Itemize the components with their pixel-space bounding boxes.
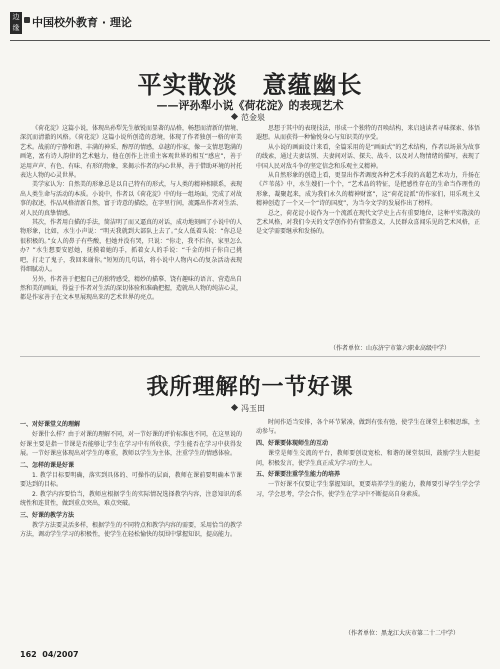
journal-title: 中国校外教育 · 理论	[32, 16, 132, 29]
body-paragraph: 从小说的画面设计来看，全篇采用的是“画面式”的艺术结构，作者以场景为故事的线索，通过夫妻话别、夫妻间对话、探夫、战斗、以及对人物情绪的描写，表现了中国人民对敌斗争的坚定信念和乐观主义精神。	[256, 143, 480, 170]
body-paragraph: 《荷花淀》这篇小说，体现出孙犁先生敏锐而显著的品格，畅想而清新的情境、深沉而清澈的风格。《荷花淀》这篇小说所创造的意境，体现了作者独创一格的审美艺术。战前的宁静和谐、丰满的神采、醇厚的情感，卓越的作家，像一支情思饱满的画笔，富有诗人韵律的艺术魅力，他在创作上注重主客观世界的相互“感应”，善于运用声声、有色、有味、有形的物象，来揭示作者的内心世界，善于借助环境的衬托表达人物的心灵世界。	[20, 125, 242, 180]
body-paragraph: 美学家认为：自然美的形象总是以自己特有的形式，与人类的精神相联系，表现出人类生命与活动的本质。小说中，作者以《荷花淀》中的每一组场面，完成了对故事的叙述，作品风格清新自然，富于诗意的描绘，在字里行间，流露出作者对生活、对人民的真挚情感。	[20, 181, 242, 217]
article1-credit: （作者单位：山东济宁市第六职业高级中学）	[330, 345, 451, 352]
body-paragraph: 思想于其中的表现技法，形成一个独特的召唤结构，来启迪读者寻味探索、体悟遐想。从而获得一种愉悦身心与知识美的享受。	[256, 125, 480, 142]
body-paragraph: 2. 教学内容要恰当，教师应根据学生的实际情况选择教学内容，注意知识的系统性和连贯性，做到重点突出，难点突破。	[20, 490, 242, 508]
section-heading: 二、怎样的课是好课	[20, 461, 75, 469]
header-rule	[10, 40, 490, 41]
body-paragraph: 课堂是师生交流的平台，教师要创设宽松、和谐的课堂氛围，鼓励学生大胆提问，积极发言，使学生真正成为学习的主人。	[256, 450, 480, 467]
article1-title: 平实散淡 意蕴幽长	[137, 70, 363, 99]
page-header	[10, 8, 490, 36]
body-paragraph: 1. 教学目标要明确，落实到具体的、可操作的层面，教师在课前要明确本节课要达到的目标。	[20, 472, 242, 489]
body-paragraph: 从自然形象的创造上看，更显出作者调度各种艺术手段的高超艺术功力，升扬在《芦苇荡》中，水生嫂们一个个，“艺术品的特征，是把感性存在的生命当作理性的形象，凝聚起来，成为我们永久的精神财富”，这“荷花淀派”的作家们，用乐观主义精神创造了一个又一个“诗的国度”，为当今文学的发展作出了榜样。	[256, 172, 480, 208]
article-divider	[20, 356, 480, 357]
article1-author	[232, 112, 265, 123]
article2-right-column	[256, 418, 480, 624]
diamond-icon	[231, 404, 238, 411]
section-heading: 五、好课要注重学生能力的培养	[256, 471, 341, 479]
article2-credit: （作者单位：黑龙江大庆市第二十二中学）	[345, 630, 460, 637]
article2-author	[232, 403, 265, 414]
page-number: 162	[20, 650, 37, 659]
body-paragraph: 总之，荷花淀小说作为一个流派在现代文学史上占有重要地位，这种平实散淡的艺术风格，对我们今天的文学创作仍有借鉴意义，人民群众喜闻乐见的艺术风格，正是文学需要继承和发扬的。	[256, 209, 480, 236]
page-footer	[20, 650, 79, 659]
section-heading: 一、对好课堂义的理解	[20, 421, 81, 428]
body-paragraph: 其次，作者用白描的手法，简洁明了而又逼真的对话，成功地刻画了小说中的人物形象，比如，水生小声说：“明天我就到大部队上去了。”女人低着头说：“你总是很积极的。”女人的鼻子有些酸，但她并没有哭，只说：“你走，我不拦你，家里怎么办？”水生想要安慰她，抚摸着她的手，抓着女人的手说：“千金的担子你自己挑吧，打走了鬼子，我回来谢你。”短短的几句话，将小说中人物内心的复杂活动表现得细腻动人。	[20, 219, 242, 274]
body-paragraph: 一节好课不仅要让学生掌握知识，更要培养学生的能力，教师要引导学生学会学习，学会思考，学会合作，使学生在学习中不断提高自身素质。	[256, 481, 480, 498]
section-tag: 边缘	[10, 12, 22, 34]
body-paragraph: 教学方法要灵活多样，根据学生的不同特点和教学内容的需要，采用恰当的教学方法，调动学生学习的积极性，使学生在轻松愉快的氛围中掌握知识，提高能力。	[20, 522, 242, 539]
body-paragraph: 时间作适当安排，各个环节紧凑，做到有张有弛，使学生在课堂上积极思维，主动参与。	[256, 419, 480, 436]
diamond-icon	[231, 113, 238, 120]
article1-subtitle: ——评孙犁小说《荷花淀》的表现艺术	[156, 99, 344, 112]
article2-title: 我所理解的一节好课	[146, 374, 354, 400]
body-paragraph: 好课什么样？由于对课的理解不同，对一节好课的评价标准也不同，在这里说的好课主要是指一节课是否能够让学生在学习中有所收获，学生能否在学习中获得发展。一节好课应体现出对学生的尊重，教师以学生为主体，注重学生的情感体验。	[20, 431, 242, 458]
article2-left-column	[20, 418, 242, 638]
square-bullet-icon	[24, 17, 30, 23]
article1-right-column	[256, 124, 480, 342]
author-name: 范金泉	[241, 113, 265, 122]
author-name: 冯玉田	[241, 404, 265, 413]
section-heading: 四、好课要体现师生的互动	[256, 439, 329, 447]
section-heading: 三、好课的教学方法	[20, 511, 75, 519]
issue-number: 04/2007	[42, 650, 79, 659]
body-paragraph: 另外，作者善于把握自己的独特感受，精妙的描摹、饶有趣味的语言、营造出自然和美的画面，得益于作者对生活的深切体验和准确把握，造就出人物的纯洁心灵，都是作家善于在文本里展现出来的艺术世界的亮点。	[20, 275, 242, 302]
article1-left-column	[20, 124, 242, 342]
